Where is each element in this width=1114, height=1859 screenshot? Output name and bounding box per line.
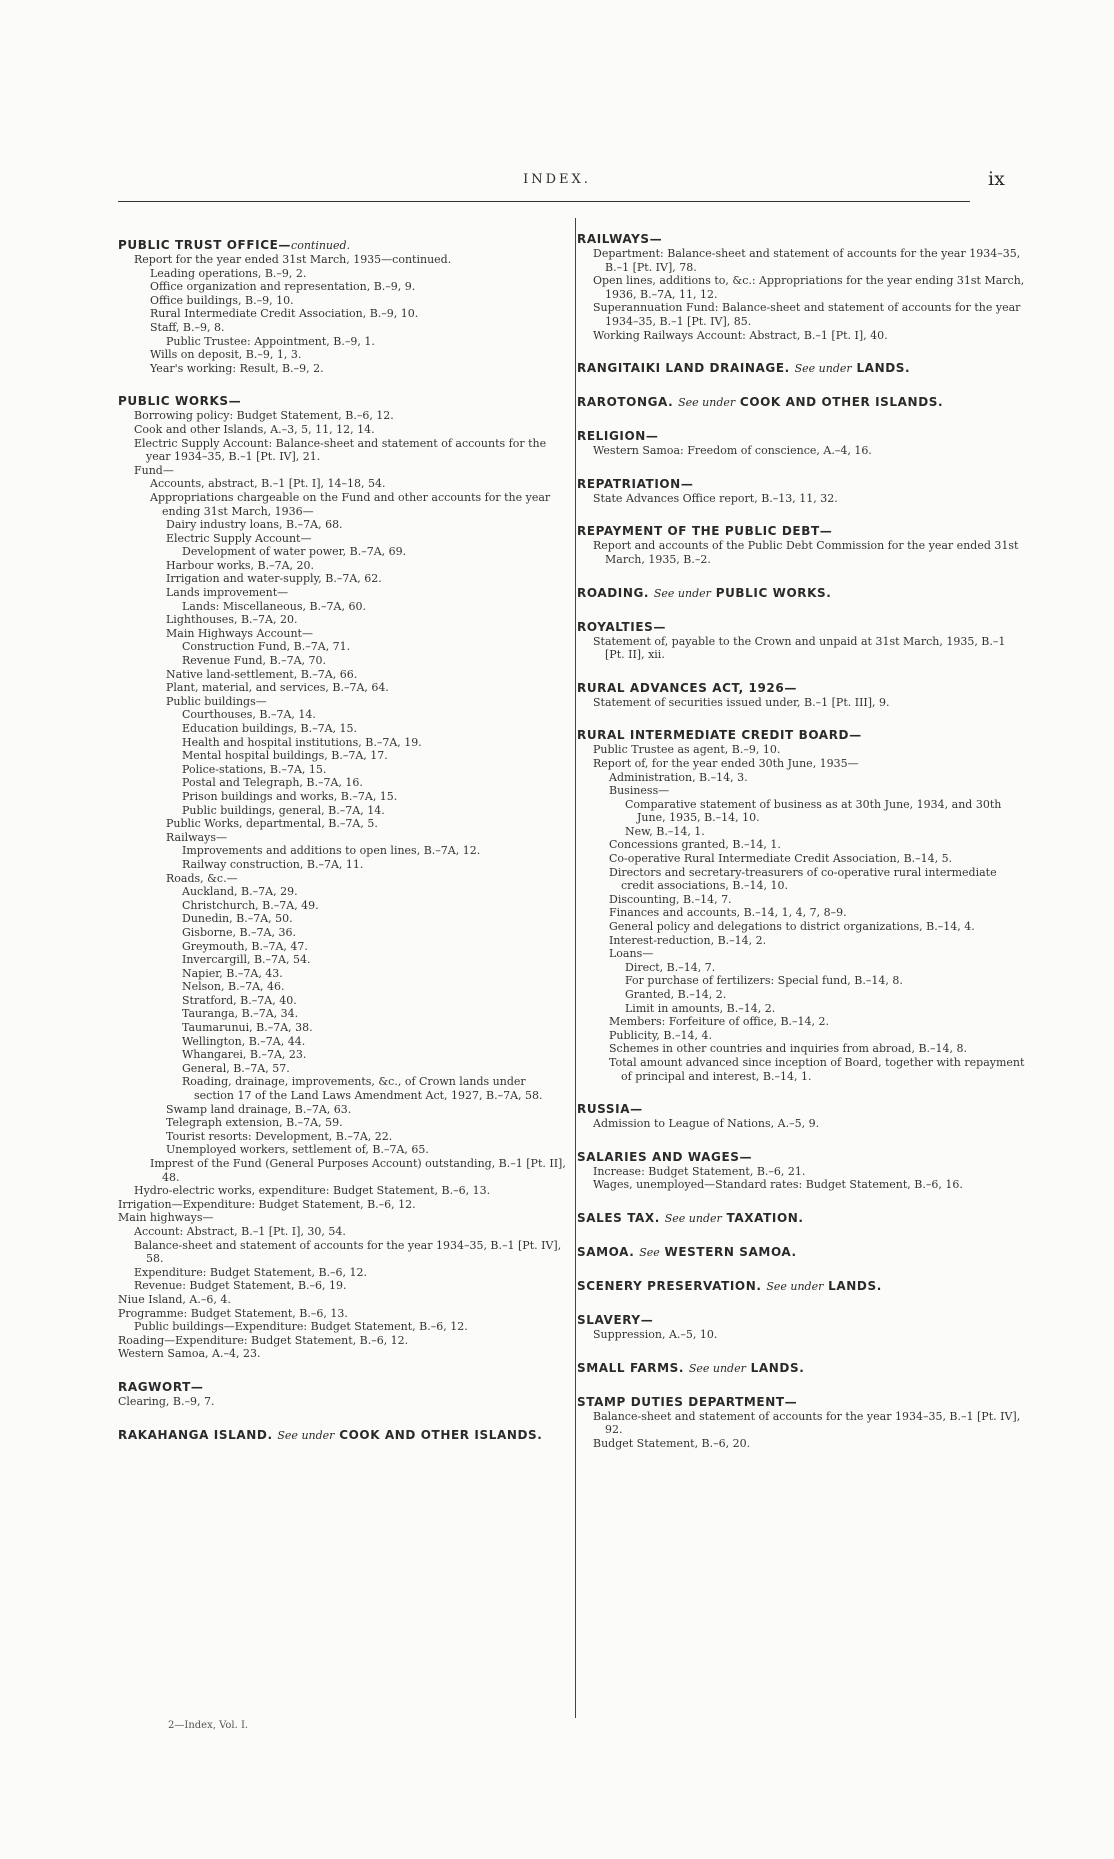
see-reference-label: See under <box>277 1428 335 1442</box>
index-subentry: Western Samoa, A.–4, 23. <box>118 1347 261 1361</box>
index-subentry: Gisborne, B.–7A, 36. <box>182 925 296 939</box>
index-subentry: Report for the year ended 31st March, 1935—continued. <box>134 253 452 266</box>
index-entry <box>577 1279 1027 1294</box>
index-subentry: Co-operative Rural Intermediate Credit Association, B.–14, 5. <box>609 852 953 866</box>
index-subentry: Western Samoa: Freedom of conscience, A.–4, 16. <box>593 444 872 458</box>
index-subentry: Clearing, B.–9, 7. <box>118 1394 215 1408</box>
index-subentry: Imprest of the Fund (General Purposes Account) outstanding, B.–1 [Pt. II], 48. <box>150 1157 566 1184</box>
index-subentry: Public buildings—Expenditure: Budget Statement, B.–6, 12. <box>134 1320 468 1334</box>
index-subentry: Development of water power, B.–7A, 69. <box>182 545 407 559</box>
heading-suffix: continued. <box>291 239 351 252</box>
index-subentry: Programme: Budget Statement, B.–6, 13. <box>118 1306 348 1320</box>
index-subentry: Health and hospital institutions, B.–7A, 19. <box>182 735 422 749</box>
index-heading <box>577 361 1027 376</box>
index-subentry: Invercargill, B.–7A, 54. <box>182 953 311 967</box>
index-subentry: Napier, B.–7A, 43. <box>182 966 283 980</box>
heading-text: RAROTONGA. <box>577 395 674 410</box>
index-subentry: State Advances Office report, B.–13, 11, 32. <box>593 491 838 505</box>
index-subentry: Expenditure: Budget Statement, B.–6, 12. <box>134 1265 368 1279</box>
index-heading <box>577 586 1027 601</box>
index-subentry: Publicity, B.–14, 4. <box>609 1028 712 1042</box>
index-subentry: Budget Statement, B.–6, 20. <box>593 1436 751 1450</box>
heading-text: RAKAHANGA ISLAND. <box>118 1427 273 1442</box>
header-rule <box>118 201 970 202</box>
index-subentry: Plant, material, and services, B.–7A, 64. <box>166 681 389 695</box>
heading-text: STAMP DUTIES DEPARTMENT— <box>577 1394 798 1409</box>
page-header-title: INDEX. <box>523 172 591 187</box>
index-subentry: Lands: Miscellaneous, B.–7A, 60. <box>182 599 366 613</box>
heading-text: SALARIES AND WAGES— <box>577 1149 753 1164</box>
index-subentry: Fund— <box>134 463 174 477</box>
index-subentry: Balance-sheet and statement of accounts for the year 1934–35, B.–1 [Pt. IV], 92. <box>593 1409 1021 1437</box>
index-entry <box>577 1245 1027 1260</box>
index-subentry: For purchase of fertilizers: Special fund, B.–14, 8. <box>625 974 903 988</box>
index-subentry: Suppression, A.–5, 10. <box>593 1327 718 1341</box>
index-heading <box>577 620 1027 635</box>
index-subentry: Borrowing policy: Budget Statement, B.–6, 12. <box>134 409 394 423</box>
index-subentry: Business— <box>609 784 670 798</box>
index-subentry: Directors and secretary-treasurers of co-operative rural intermediate credit associations, B.–14, 10. <box>609 865 997 893</box>
index-subentry: Public Trustee: Appointment, B.–9, 1. <box>166 334 375 348</box>
index-subentry: Lands improvement— <box>166 586 289 600</box>
index-subentry: Report of, for the year ended 30th June, 1935— <box>593 756 859 770</box>
index-heading <box>118 1380 568 1395</box>
see-reference-target: COOK AND OTHER ISLANDS. <box>739 395 944 410</box>
heading-text: RURAL ADVANCES ACT, 1926— <box>577 680 797 695</box>
index-subentry: Roading—Expenditure: Budget Statement, B.–6, 12. <box>118 1333 409 1347</box>
index-entry <box>577 1361 1027 1376</box>
index-subentry: Open lines, additions to, &c.: Appropriations for the year ending 31st March, 1936, B.–7A, 11, 12. <box>593 274 1025 301</box>
heading-text: RUSSIA— <box>577 1102 643 1117</box>
index-subentry: Swamp land drainage, B.–7A, 63. <box>166 1102 352 1116</box>
index-subentry: Dunedin, B.–7A, 50. <box>182 912 293 926</box>
index-entry <box>577 681 1027 710</box>
index-subentry: Report and accounts of the Public Debt Commission for the year ended 31st March, 1935, B.–2. <box>593 539 1019 566</box>
index-subentry: Auckland, B.–7A, 29. <box>182 885 298 899</box>
index-subentry: Finances and accounts, B.–14, 1, 4, 7, 8–9. <box>609 906 847 920</box>
index-entry <box>118 1380 568 1409</box>
see-reference-target: TAXATION. <box>726 1210 804 1225</box>
index-subentry: Railway construction, B.–7A, 11. <box>182 857 364 871</box>
index-entry <box>577 477 1027 506</box>
index-entry <box>577 1395 1027 1451</box>
index-subentry: Irrigation—Expenditure: Budget Statement, B.–6, 12. <box>118 1197 416 1211</box>
heading-text: REPATRIATION— <box>577 476 694 491</box>
index-subentry: Hydro-electric works, expenditure: Budget Statement, B.–6, 13. <box>134 1184 491 1198</box>
index-subentry: Tourist resorts: Development, B.–7A, 22. <box>166 1129 393 1143</box>
index-subentry: Telegraph extension, B.–7A, 59. <box>166 1116 343 1130</box>
index-subentry: Christchurch, B.–7A, 49. <box>182 898 319 912</box>
index-entry <box>577 728 1027 1083</box>
index-subentry: Direct, B.–14, 7. <box>625 960 716 974</box>
index-heading <box>577 1150 1027 1165</box>
index-subentry: Limit in amounts, B.–14, 2. <box>625 1001 776 1015</box>
index-subentry: Education buildings, B.–7A, 15. <box>182 722 358 735</box>
index-subentry: Nelson, B.–7A, 46. <box>182 980 285 994</box>
see-reference-target: LANDS. <box>828 1278 882 1293</box>
index-heading <box>577 728 1027 743</box>
index-heading <box>577 477 1027 492</box>
index-subentry: Schemes in other countries and inquiries from abroad, B.–14, 8. <box>609 1042 968 1056</box>
index-subentry: Whangarei, B.–7A, 23. <box>182 1048 307 1062</box>
index-subentry: Stratford, B.–7A, 40. <box>182 993 297 1007</box>
heading-text: SMALL FARMS. <box>577 1360 685 1375</box>
index-subentry: Harbour works, B.–7A, 20. <box>166 558 315 572</box>
index-subentry: Leading operations, B.–9, 2. <box>150 266 307 280</box>
index-subentry: Main highways— <box>118 1211 214 1225</box>
index-heading <box>118 1428 568 1443</box>
index-entry <box>577 429 1027 458</box>
index-heading <box>577 1279 1027 1294</box>
heading-text: RURAL INTERMEDIATE CREDIT BOARD— <box>577 728 862 743</box>
index-entry <box>577 232 1027 342</box>
footer-note: 2—Index, Vol. I. <box>168 1720 249 1731</box>
index-subentry: Dairy industry loans, B.–7A, 68. <box>166 518 343 532</box>
index-subentry: Total amount advanced since inception of Board, together with repayment of principal and interest, B.–14, 1. <box>609 1055 1025 1083</box>
heading-text: SAMOA. <box>577 1244 635 1259</box>
index-entry <box>118 238 568 375</box>
index-subentry: Greymouth, B.–7A, 47. <box>182 939 308 953</box>
heading-text: PUBLIC TRUST OFFICE— <box>118 238 292 252</box>
index-subentry: Cook and other Islands, A.–3, 5, 11, 12, 14. <box>134 422 375 436</box>
heading-text: SALES TAX. <box>577 1210 660 1225</box>
index-heading <box>577 1211 1027 1226</box>
index-entry <box>577 524 1027 566</box>
index-heading <box>577 429 1027 444</box>
index-subentry: Unemployed workers, settlement of, B.–7A, 65. <box>166 1143 429 1157</box>
index-subentry: Public buildings— <box>166 694 267 708</box>
index-subentry: General, B.–7A, 57. <box>182 1061 290 1075</box>
index-subentry: Revenue Fund, B.–7A, 70. <box>182 654 327 668</box>
see-reference-target: PUBLIC WORKS. <box>715 585 832 600</box>
index-entry <box>577 1211 1027 1226</box>
index-subentry: Roading, drainage, improvements, &c., of Crown lands under section 17 of the Land Laws Amendment Act, 1927, B.–7A, 58. <box>182 1075 543 1103</box>
index-subentry: Public Trustee as agent, B.–9, 10. <box>593 743 781 757</box>
index-heading <box>577 395 1027 410</box>
index-subentry: Office organization and representation, B.–9, 9. <box>150 280 416 294</box>
index-subentry: Lighthouses, B.–7A, 20. <box>166 613 298 627</box>
index-subentry: Main Highways Account— <box>166 626 313 640</box>
index-subentry: Improvements and additions to open lines, B.–7A, 12. <box>182 844 481 858</box>
index-subentry: Irrigation and water-supply, B.–7A, 62. <box>166 572 382 586</box>
index-subentry: Admission to League of Nations, A.–5, 9. <box>593 1117 820 1131</box>
see-reference-label: See under <box>766 1279 824 1293</box>
index-subentry: Appropriations chargeable on the Fund and other accounts for the year ending 31st March, 1936— <box>150 490 551 518</box>
index-heading <box>577 524 1027 539</box>
index-heading <box>577 232 1027 247</box>
see-reference-label: See <box>639 1245 660 1259</box>
index-subentry: Tauranga, B.–7A, 34. <box>182 1007 299 1021</box>
index-subentry: Comparative statement of business as at 30th June, 1934, and 30th June, 1935, B.–14, 10. <box>625 797 1002 825</box>
index-heading <box>577 1245 1027 1260</box>
index-heading <box>577 1361 1027 1376</box>
index-subentry: Account: Abstract, B.–1 [Pt. I], 30, 54. <box>134 1224 346 1238</box>
see-reference-target: COOK AND OTHER ISLANDS. <box>339 1427 543 1442</box>
index-subentry: Members: Forfeiture of office, B.–14, 2. <box>609 1015 830 1029</box>
index-subentry: Mental hospital buildings, B.–7A, 17. <box>182 749 388 763</box>
index-subentry: New, B.–14, 1. <box>625 824 705 838</box>
index-heading <box>118 238 568 253</box>
index-subentry: Office buildings, B.–9, 10. <box>150 293 294 307</box>
index-entry <box>577 1102 1027 1131</box>
see-reference-label: See under <box>653 586 711 600</box>
index-subentry: Increase: Budget Statement, B.–6, 21. <box>593 1164 806 1178</box>
heading-text: REPAYMENT OF THE PUBLIC DEBT— <box>577 524 833 539</box>
heading-text: ROADING. <box>577 585 650 600</box>
index-entry <box>118 1428 568 1443</box>
index-subentry: Electric Supply Account— <box>166 531 312 545</box>
page-number: ix <box>988 168 1005 190</box>
index-heading <box>577 1102 1027 1117</box>
index-subentry: Courthouses, B.–7A, 14. <box>182 708 316 722</box>
index-subentry: Prison buildings and works, B.–7A, 15. <box>182 789 398 803</box>
heading-text: RAGWORT— <box>118 1379 204 1394</box>
index-subentry: Construction Fund, B.–7A, 71. <box>182 640 351 654</box>
index-subentry: Wages, unemployed—Standard rates: Budget Statement, B.–6, 16. <box>593 1178 963 1192</box>
index-heading <box>577 1313 1027 1328</box>
index-entry <box>577 586 1027 601</box>
index-subentry: Roads, &c.— <box>166 871 238 885</box>
index-subentry: Staff, B.–9, 8. <box>150 320 225 334</box>
index-entry <box>577 395 1027 410</box>
index-subentry: General policy and delegations to district organizations, B.–14, 4. <box>609 920 975 934</box>
index-subentry: Working Railways Account: Abstract, B.–1 [Pt. I], 40. <box>593 328 888 342</box>
left-column <box>118 238 568 1462</box>
see-reference-label: See under <box>794 362 852 376</box>
column-divider <box>575 218 576 1718</box>
index-subentry: Statement of, payable to the Crown and unpaid at 31st March, 1935, B.–1 [Pt. II], xii. <box>593 634 1006 662</box>
index-subentry: Granted, B.–14, 2. <box>625 988 727 1001</box>
right-column <box>577 232 1027 1469</box>
see-reference-label: See under <box>678 396 736 410</box>
index-subentry: Revenue: Budget Statement, B.–6, 19. <box>134 1279 347 1293</box>
index-entry <box>577 1150 1027 1192</box>
index-heading <box>577 681 1027 696</box>
index-subentry: Year's working: Result, B.–9, 2. <box>150 361 324 375</box>
index-subentry: Statement of securities issued under, B.–1 [Pt. III], 9. <box>593 695 890 709</box>
index-subentry: Public buildings, general, B.–7A, 14. <box>182 803 385 817</box>
index-subentry: Wellington, B.–7A, 44. <box>182 1034 306 1048</box>
index-subentry: Loans— <box>609 947 654 961</box>
index-entry <box>577 1313 1027 1342</box>
heading-text: SCENERY PRESERVATION. <box>577 1278 762 1293</box>
index-subentry: Electric Supply Account: Balance-sheet and statement of accounts for the year 1934–35, B.–1 [Pt. IV], 21. <box>134 436 547 464</box>
heading-text: PUBLIC WORKS— <box>118 394 242 409</box>
index-subentry: Concessions granted, B.–14, 1. <box>609 838 781 852</box>
index-subentry: Superannuation Fund: Balance-sheet and statement of accounts for the year 1934–35, B.–1 [Pt. IV], 85. <box>593 301 1021 328</box>
index-subentry: Taumarunui, B.–7A, 38. <box>182 1021 313 1035</box>
index-subentry: Interest-reduction, B.–14, 2. <box>609 933 767 947</box>
heading-text: RAILWAYS— <box>577 232 663 246</box>
see-reference-target: LANDS. <box>856 361 911 376</box>
index-subentry: Discounting, B.–14, 7. <box>609 892 732 906</box>
index-heading <box>577 1395 1027 1410</box>
index-subentry: Railways— <box>166 830 227 844</box>
heading-text: RELIGION— <box>577 429 659 444</box>
index-subentry: Public Works, departmental, B.–7A, 5. <box>166 817 378 831</box>
index-heading <box>118 394 568 409</box>
heading-text: ROYALTIES— <box>577 619 666 634</box>
index-subentry: Department: Balance-sheet and statement of accounts for the year 1934–35, B.–1 [Pt. IV], 78. <box>593 247 1021 274</box>
index-subentry: Postal and Telegraph, B.–7A, 16. <box>182 776 363 790</box>
index-subentry: Administration, B.–14, 3. <box>609 770 748 784</box>
index-subentry: Police-stations, B.–7A, 15. <box>182 762 327 776</box>
heading-text: RANGITAIKI LAND DRAINAGE. <box>577 361 790 376</box>
index-entry <box>577 620 1027 662</box>
see-reference-target: WESTERN SAMOA. <box>664 1244 797 1259</box>
index-subentry: Wills on deposit, B.–9, 1, 3. <box>150 348 302 362</box>
index-subentry: Accounts, abstract, B.–1 [Pt. I], 14–18, 54. <box>150 477 386 491</box>
see-reference-label: See under <box>688 1361 746 1375</box>
index-subentry: Rural Intermediate Credit Association, B.–9, 10. <box>150 307 419 321</box>
see-reference-target: LANDS. <box>750 1360 805 1375</box>
index-entry <box>118 394 568 1361</box>
index-entry <box>577 361 1027 376</box>
heading-text: SLAVERY— <box>577 1312 654 1327</box>
index-subentry: Balance-sheet and statement of accounts for the year 1934–35, B.–1 [Pt. IV], 58. <box>134 1238 562 1266</box>
index-subentry: Niue Island, A.–6, 4. <box>118 1292 231 1306</box>
index-subentry: Native land-settlement, B.–7A, 66. <box>166 667 358 681</box>
see-reference-label: See under <box>664 1211 722 1225</box>
